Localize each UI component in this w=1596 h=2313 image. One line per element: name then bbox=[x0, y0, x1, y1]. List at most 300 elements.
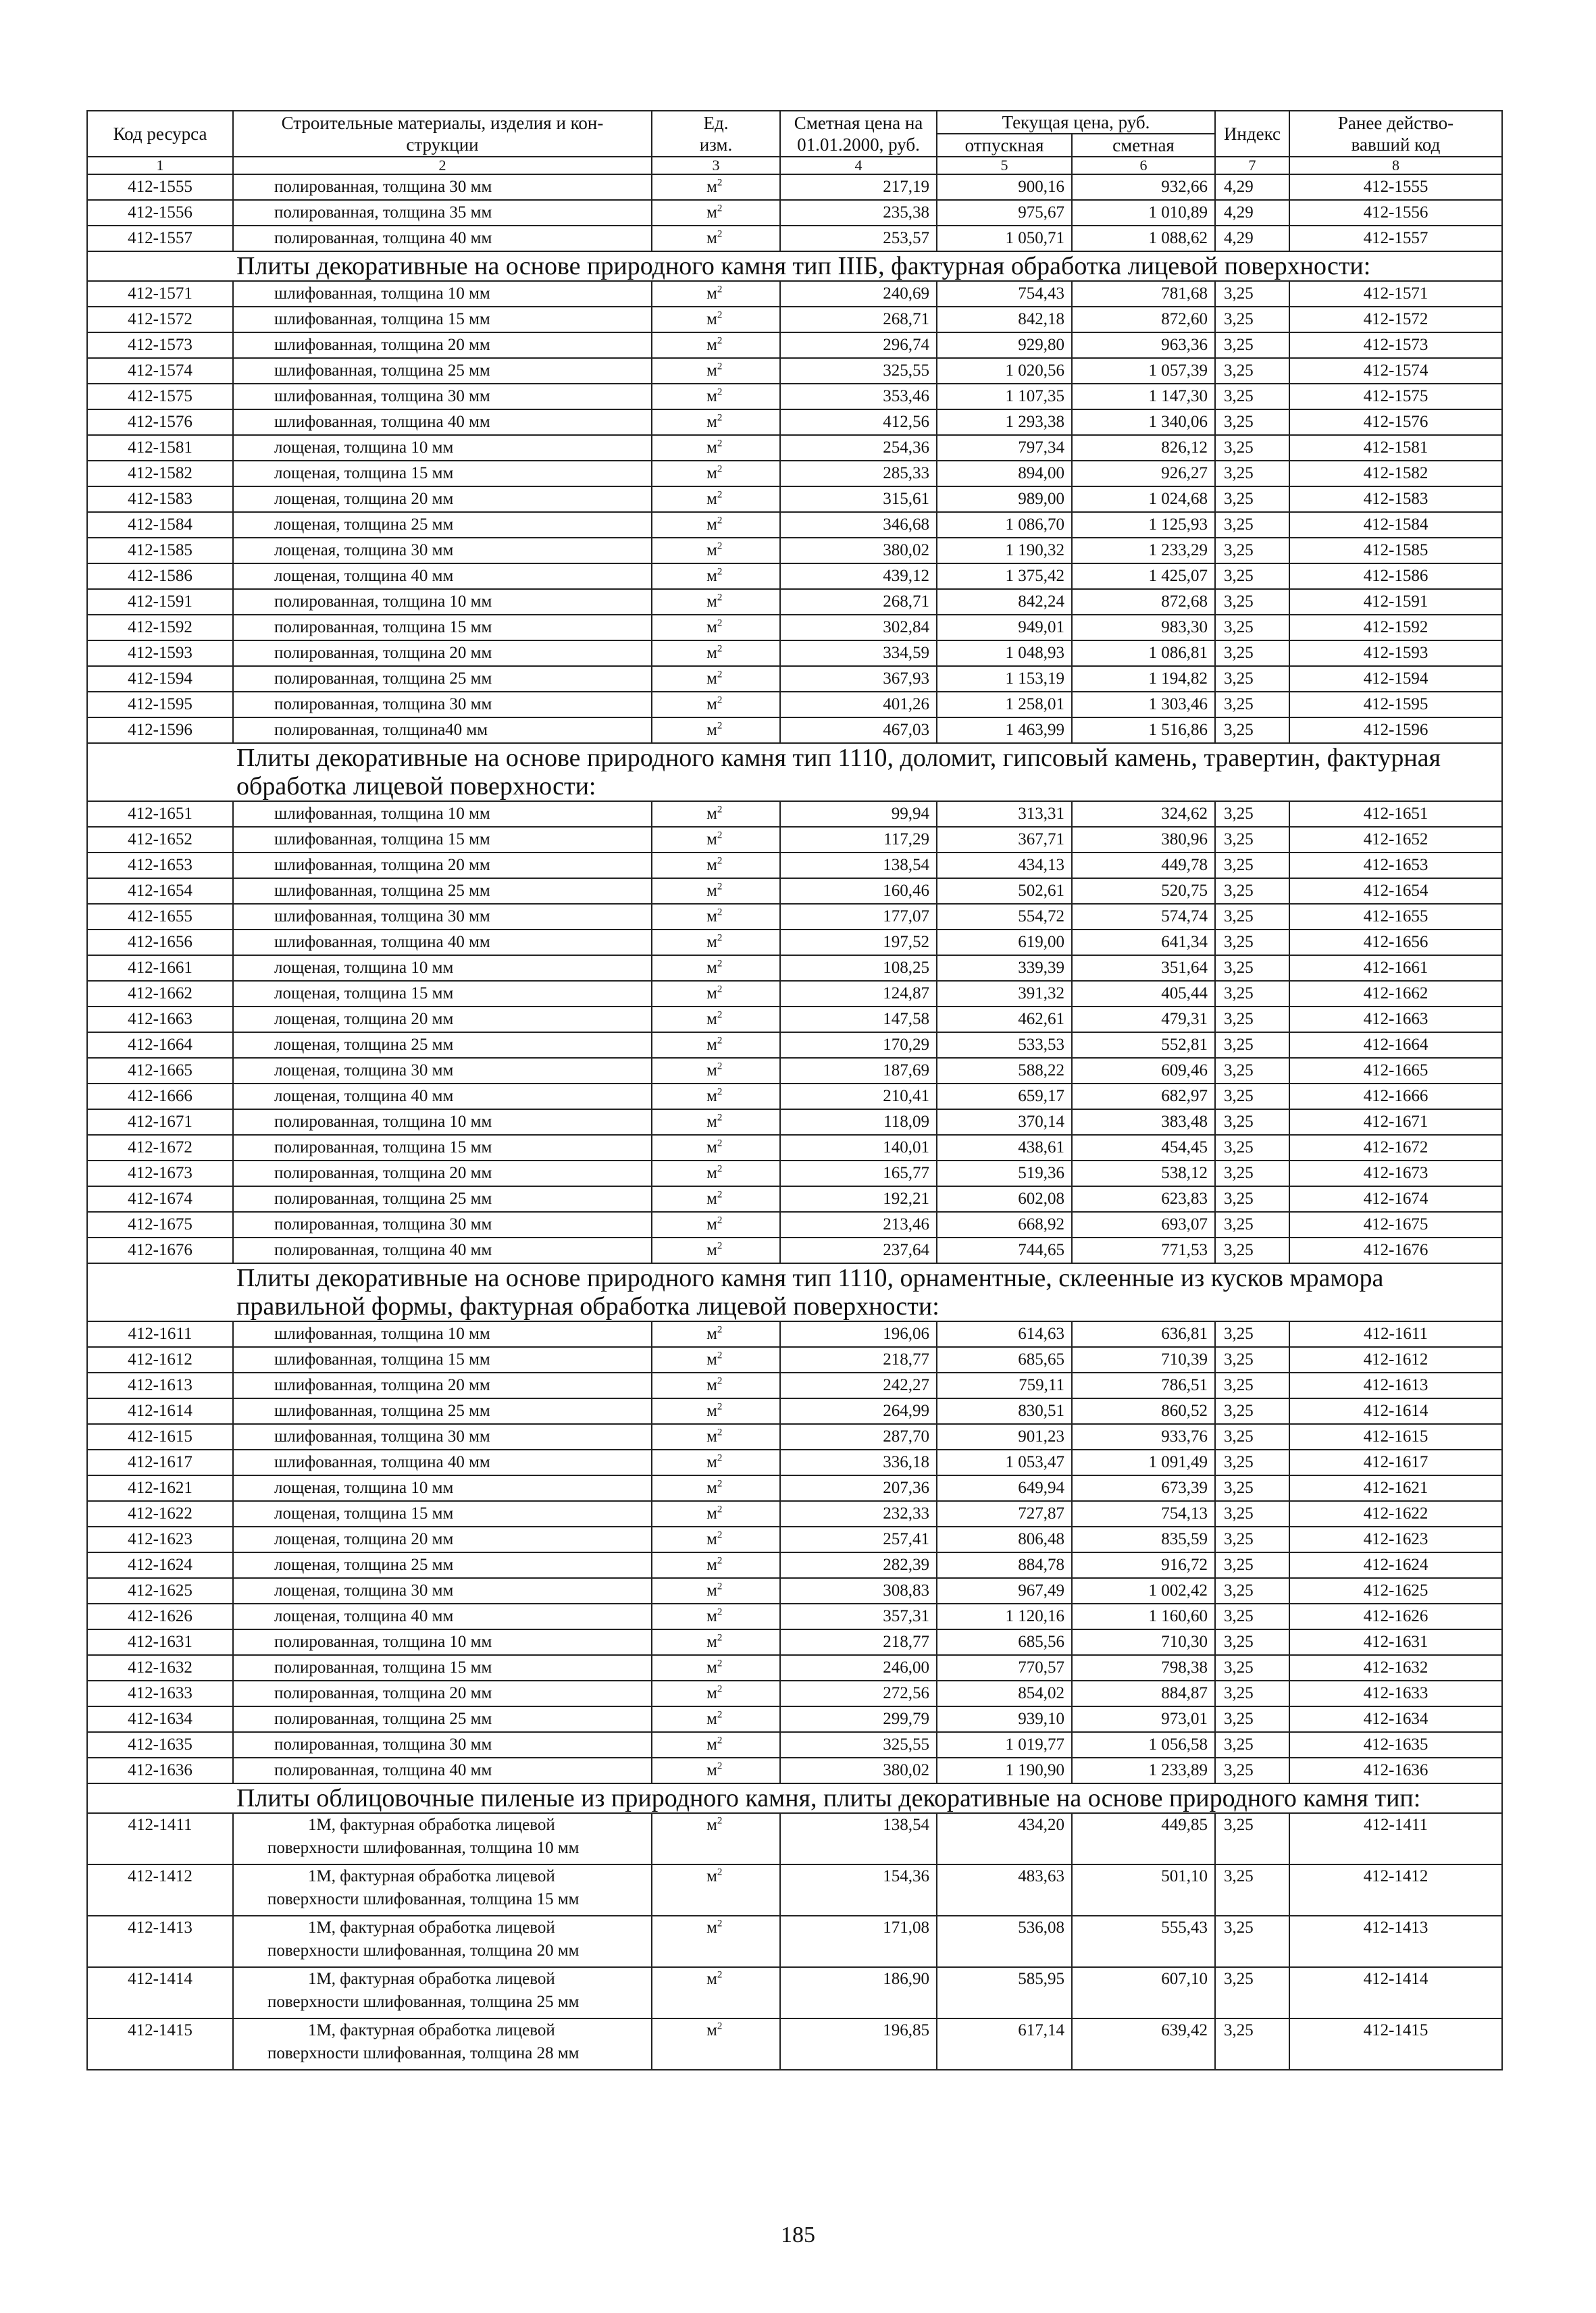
previous-code-cell: 412-1585 bbox=[1289, 538, 1502, 563]
index-cell: 3,25 bbox=[1215, 1475, 1289, 1501]
unit-cell bbox=[652, 200, 780, 226]
previous-code-cell: 412-1665 bbox=[1289, 1058, 1502, 1084]
unit-cell bbox=[652, 435, 780, 461]
previous-code-cell: 412-1415 bbox=[1289, 2018, 1502, 2070]
price-2000-cell: 99,94 bbox=[780, 801, 937, 827]
section-heading-row bbox=[87, 251, 1502, 281]
resource-code-cell: 412-1556 bbox=[87, 200, 233, 226]
material-name-cell: полированная, толщина 25 мм bbox=[233, 1186, 652, 1212]
resource-code-cell: 412-1632 bbox=[87, 1655, 233, 1681]
unit-base: м bbox=[706, 1087, 717, 1105]
release-price-cell: 854,02 bbox=[937, 1681, 1072, 1706]
estimate-price-cell: 682,97 bbox=[1072, 1084, 1215, 1109]
unit-base: м bbox=[706, 618, 717, 636]
unit-cell bbox=[652, 1084, 780, 1109]
unit-base: м bbox=[706, 229, 717, 247]
material-name-cell: шлифованная, толщина 40 мм bbox=[233, 1450, 652, 1475]
index-cell: 3,25 bbox=[1215, 801, 1289, 827]
price-2000-cell: 367,93 bbox=[780, 666, 937, 692]
index-cell: 3,25 bbox=[1215, 1424, 1289, 1450]
unit-cell bbox=[652, 640, 780, 666]
resource-code-cell: 412-1622 bbox=[87, 1501, 233, 1527]
price-2000-cell: 187,69 bbox=[780, 1058, 937, 1084]
table-row bbox=[87, 827, 1502, 853]
unit-superscript: 2 bbox=[717, 694, 723, 706]
table-row bbox=[87, 409, 1502, 435]
release-price-cell: 1 107,35 bbox=[937, 384, 1072, 409]
previous-code-cell: 412-1411 bbox=[1289, 1813, 1502, 1864]
unit-base: м bbox=[706, 1010, 717, 1028]
release-price-cell: 483,63 bbox=[937, 1864, 1072, 1916]
previous-code-cell: 412-1557 bbox=[1289, 226, 1502, 251]
release-price-cell: 894,00 bbox=[937, 461, 1072, 486]
table-row bbox=[87, 1681, 1502, 1706]
section-heading: Плиты декоративные на основе природного камня тип 1110, доломит, гипсовый камень, травертин, фактурная обработка лицевой поверхности: bbox=[87, 743, 1502, 801]
unit-cell bbox=[652, 1475, 780, 1501]
unit-base: м bbox=[706, 721, 717, 739]
resource-code-cell: 412-1591 bbox=[87, 589, 233, 615]
table-row bbox=[87, 1552, 1502, 1578]
price-2000-cell: 336,18 bbox=[780, 1450, 937, 1475]
estimate-price-cell: 781,68 bbox=[1072, 281, 1215, 307]
unit-cell bbox=[652, 827, 780, 853]
unit-superscript: 2 bbox=[717, 1632, 723, 1644]
unit-superscript: 2 bbox=[717, 1918, 723, 1929]
price-2000-cell: 380,02 bbox=[780, 538, 937, 563]
release-price-cell: 830,51 bbox=[937, 1398, 1072, 1424]
price-2000-cell: 287,70 bbox=[780, 1424, 937, 1450]
unit-base: м bbox=[706, 1581, 717, 1600]
material-name-cell: полированная, толщина40 мм bbox=[233, 717, 652, 743]
estimate-price-cell: 607,10 bbox=[1072, 1967, 1215, 2018]
resource-code-cell: 412-1557 bbox=[87, 226, 233, 251]
estimate-price-cell: 1 024,68 bbox=[1072, 486, 1215, 512]
table-row bbox=[87, 615, 1502, 640]
previous-code-cell: 412-1584 bbox=[1289, 512, 1502, 538]
resource-code-cell: 412-1592 bbox=[87, 615, 233, 640]
index-cell: 3,25 bbox=[1215, 1161, 1289, 1186]
table-row bbox=[87, 1916, 1502, 1967]
unit-cell bbox=[652, 226, 780, 251]
material-name-cell: лощеная, толщина 40 мм bbox=[233, 1604, 652, 1629]
unit-superscript: 2 bbox=[717, 438, 723, 449]
table-row bbox=[87, 1864, 1502, 1916]
price-2000-cell: 108,25 bbox=[780, 955, 937, 981]
unit-cell bbox=[652, 409, 780, 435]
resource-code-cell: 412-1653 bbox=[87, 853, 233, 878]
release-price-cell: 617,14 bbox=[937, 2018, 1072, 2070]
price-2000-cell: 235,38 bbox=[780, 200, 937, 226]
estimate-price-cell: 673,39 bbox=[1072, 1475, 1215, 1501]
table-row bbox=[87, 486, 1502, 512]
release-price-cell: 1 050,71 bbox=[937, 226, 1072, 251]
previous-code-cell: 412-1592 bbox=[1289, 615, 1502, 640]
table-row bbox=[87, 1732, 1502, 1758]
unit-superscript: 2 bbox=[717, 1189, 723, 1200]
unit-base: м bbox=[706, 1735, 717, 1754]
unit-cell bbox=[652, 1161, 780, 1186]
table-row bbox=[87, 1424, 1502, 1450]
material-name-cell: лощеная, толщина 15 мм bbox=[233, 981, 652, 1007]
material-name-cell: полированная, толщина 20 мм bbox=[233, 1681, 652, 1706]
unit-base: м bbox=[706, 1633, 717, 1651]
price-2000-cell: 154,36 bbox=[780, 1864, 937, 1916]
unit-superscript: 2 bbox=[717, 1658, 723, 1669]
estimate-price-cell: 973,01 bbox=[1072, 1706, 1215, 1732]
material-name-cell: полированная, толщина 40 мм bbox=[233, 1758, 652, 1783]
table-row bbox=[87, 1758, 1502, 1783]
resource-code-cell: 412-1676 bbox=[87, 1238, 233, 1263]
price-2000-cell: 268,71 bbox=[780, 589, 937, 615]
unit-cell bbox=[652, 692, 780, 717]
material-name-cell: лощеная, толщина 40 мм bbox=[233, 563, 652, 589]
unit-superscript: 2 bbox=[717, 1112, 723, 1123]
release-price-cell: 685,56 bbox=[937, 1629, 1072, 1655]
unit-superscript: 2 bbox=[717, 566, 723, 578]
material-name-cell: лощеная, толщина 20 мм bbox=[233, 1007, 652, 1032]
estimate-price-cell: 1 088,62 bbox=[1072, 226, 1215, 251]
unit-base: м bbox=[706, 178, 717, 196]
material-name-cell: лощеная, толщина 40 мм bbox=[233, 1084, 652, 1109]
estimate-price-cell: 1 425,07 bbox=[1072, 563, 1215, 589]
previous-code-cell: 412-1571 bbox=[1289, 281, 1502, 307]
release-price-cell: 929,80 bbox=[937, 332, 1072, 358]
release-price-cell: 370,14 bbox=[937, 1109, 1072, 1135]
estimate-price-cell: 609,46 bbox=[1072, 1058, 1215, 1084]
unit-superscript: 2 bbox=[717, 720, 723, 732]
resource-code-cell: 412-1581 bbox=[87, 435, 233, 461]
unit-cell bbox=[652, 666, 780, 692]
release-price-cell: 1 293,38 bbox=[937, 409, 1072, 435]
table-row bbox=[87, 1629, 1502, 1655]
table-row bbox=[87, 1007, 1502, 1032]
price-2000-cell: 207,36 bbox=[780, 1475, 937, 1501]
index-cell: 3,25 bbox=[1215, 461, 1289, 486]
column-number: 8 bbox=[1289, 157, 1502, 174]
unit-base: м bbox=[706, 1816, 717, 1834]
price-2000-cell: 217,19 bbox=[780, 174, 937, 200]
table-row bbox=[87, 1475, 1502, 1501]
estimate-price-cell: 932,66 bbox=[1072, 174, 1215, 200]
unit-cell bbox=[652, 955, 780, 981]
header-current-price: Текущая цена, руб. bbox=[937, 111, 1215, 134]
unit-superscript: 2 bbox=[717, 203, 723, 214]
material-name-cell: лощеная, толщина 20 мм bbox=[233, 1527, 652, 1552]
index-cell: 3,25 bbox=[1215, 1186, 1289, 1212]
estimate-price-cell: 501,10 bbox=[1072, 1864, 1215, 1916]
unit-base: м bbox=[706, 2021, 717, 2039]
estimate-price-cell: 380,96 bbox=[1072, 827, 1215, 853]
material-name-cell: полированная, толщина 15 мм bbox=[233, 1655, 652, 1681]
material-name-cell: лощеная, толщина 10 мм bbox=[233, 435, 652, 461]
estimate-price-cell: 623,83 bbox=[1072, 1186, 1215, 1212]
unit-cell bbox=[652, 307, 780, 332]
estimate-price-cell: 926,27 bbox=[1072, 461, 1215, 486]
material-name-cell: полированная, толщина 30 мм bbox=[233, 174, 652, 200]
unit-cell bbox=[652, 1398, 780, 1424]
unit-superscript: 2 bbox=[717, 335, 723, 347]
page-number: 185 bbox=[781, 2222, 815, 2247]
material-name-line2: поверхности шлифованная, толщина 28 мм bbox=[267, 2044, 580, 2062]
unit-superscript: 2 bbox=[717, 932, 723, 944]
resource-code-cell: 412-1612 bbox=[87, 1347, 233, 1373]
unit-cell bbox=[652, 384, 780, 409]
index-cell: 3,25 bbox=[1215, 1527, 1289, 1552]
estimate-price-cell: 786,51 bbox=[1072, 1373, 1215, 1398]
price-2000-cell: 264,99 bbox=[780, 1398, 937, 1424]
unit-base: м bbox=[706, 515, 717, 534]
index-cell: 3,25 bbox=[1215, 358, 1289, 384]
estimate-price-cell: 538,12 bbox=[1072, 1161, 1215, 1186]
unit-base: м bbox=[706, 413, 717, 431]
index-cell: 3,25 bbox=[1215, 1813, 1289, 1864]
previous-code-cell: 412-1675 bbox=[1289, 1212, 1502, 1238]
material-name-cell: полированная, толщина 25 мм bbox=[233, 666, 652, 692]
resource-code-cell: 412-1675 bbox=[87, 1212, 233, 1238]
previous-code-cell: 412-1673 bbox=[1289, 1161, 1502, 1186]
header-previous-code-line1: Ранее действо- bbox=[1337, 113, 1454, 133]
unit-superscript: 2 bbox=[717, 1009, 723, 1021]
table-row bbox=[87, 226, 1502, 251]
unit-cell bbox=[652, 174, 780, 200]
material-name-cell bbox=[233, 2018, 652, 2070]
index-cell: 3,25 bbox=[1215, 435, 1289, 461]
release-price-cell: 1 375,42 bbox=[937, 563, 1072, 589]
price-2000-cell: 117,29 bbox=[780, 827, 937, 853]
unit-superscript: 2 bbox=[717, 463, 723, 475]
estimate-price-cell: 1 002,42 bbox=[1072, 1578, 1215, 1604]
release-price-cell: 967,49 bbox=[937, 1578, 1072, 1604]
price-2000-cell: 380,02 bbox=[780, 1758, 937, 1783]
previous-code-cell: 412-1555 bbox=[1289, 174, 1502, 200]
unit-base: м bbox=[706, 805, 717, 823]
material-name-cell: шлифованная, толщина 25 мм bbox=[233, 1398, 652, 1424]
table-row bbox=[87, 1135, 1502, 1161]
index-cell: 3,25 bbox=[1215, 717, 1289, 743]
previous-code-cell: 412-1666 bbox=[1289, 1084, 1502, 1109]
release-price-cell: 727,87 bbox=[937, 1501, 1072, 1527]
resource-code-cell: 412-1593 bbox=[87, 640, 233, 666]
material-name-cell: полированная, толщина 10 мм bbox=[233, 1109, 652, 1135]
header-previous-code bbox=[1289, 111, 1502, 157]
material-name-line1: 1М, фактурная обработка лицевой bbox=[308, 2021, 555, 2039]
resource-code-cell: 412-1634 bbox=[87, 1706, 233, 1732]
previous-code-cell: 412-1662 bbox=[1289, 981, 1502, 1007]
resource-code-cell: 412-1555 bbox=[87, 174, 233, 200]
material-name-cell: шлифованная, толщина 15 мм bbox=[233, 1347, 652, 1373]
previous-code-cell: 412-1661 bbox=[1289, 955, 1502, 981]
material-name-line1: 1М, фактурная обработка лицевой bbox=[308, 1918, 555, 1937]
previous-code-cell: 412-1621 bbox=[1289, 1475, 1502, 1501]
release-price-cell: 619,00 bbox=[937, 930, 1072, 955]
column-number: 6 bbox=[1072, 157, 1215, 174]
resource-code-cell: 412-1582 bbox=[87, 461, 233, 486]
release-price-cell: 313,31 bbox=[937, 801, 1072, 827]
previous-code-cell: 412-1653 bbox=[1289, 853, 1502, 878]
resource-code-cell: 412-1611 bbox=[87, 1321, 233, 1347]
table-row bbox=[87, 1527, 1502, 1552]
index-cell: 3,25 bbox=[1215, 1916, 1289, 1967]
header-release-price: отпускная bbox=[937, 134, 1072, 157]
previous-code-cell: 412-1611 bbox=[1289, 1321, 1502, 1347]
unit-cell bbox=[652, 281, 780, 307]
estimate-price-cell: 1 010,89 bbox=[1072, 200, 1215, 226]
unit-base: м bbox=[706, 1036, 717, 1054]
previous-code-cell: 412-1556 bbox=[1289, 200, 1502, 226]
previous-code-cell: 412-1575 bbox=[1289, 384, 1502, 409]
release-price-cell: 1 258,01 bbox=[937, 692, 1072, 717]
previous-code-cell: 412-1413 bbox=[1289, 1916, 1502, 1967]
price-2000-cell: 196,85 bbox=[780, 2018, 937, 2070]
estimate-price-cell: 798,38 bbox=[1072, 1655, 1215, 1681]
unit-cell bbox=[652, 512, 780, 538]
table-row bbox=[87, 563, 1502, 589]
table-body bbox=[87, 174, 1502, 2070]
section-heading: Плиты декоративные на основе природного камня тип IIIБ, фактурная обработка лицевой поверхности: bbox=[87, 251, 1502, 281]
resource-code-cell: 412-1674 bbox=[87, 1186, 233, 1212]
index-cell: 3,25 bbox=[1215, 1732, 1289, 1758]
unit-superscript: 2 bbox=[717, 1504, 723, 1515]
estimate-price-cell: 1 147,30 bbox=[1072, 384, 1215, 409]
resource-code-cell: 412-1651 bbox=[87, 801, 233, 827]
price-2000-cell: 334,59 bbox=[780, 640, 937, 666]
unit-base: м bbox=[706, 1658, 717, 1677]
unit-superscript: 2 bbox=[717, 1735, 723, 1746]
previous-code-cell: 412-1674 bbox=[1289, 1186, 1502, 1212]
material-name-cell bbox=[233, 1916, 652, 1967]
unit-base: м bbox=[706, 592, 717, 611]
estimate-price-cell: 1 086,81 bbox=[1072, 640, 1215, 666]
price-2000-cell: 171,08 bbox=[780, 1916, 937, 1967]
release-price-cell: 806,48 bbox=[937, 1527, 1072, 1552]
header-code: Код ресурса bbox=[87, 111, 233, 157]
unit-base: м bbox=[706, 203, 717, 222]
unit-superscript: 2 bbox=[717, 958, 723, 969]
previous-code-cell: 412-1664 bbox=[1289, 1032, 1502, 1058]
table-row bbox=[87, 1186, 1502, 1212]
unit-superscript: 2 bbox=[717, 830, 723, 841]
release-price-cell: 975,67 bbox=[937, 200, 1072, 226]
unit-base: м bbox=[706, 907, 717, 925]
release-price-cell: 685,65 bbox=[937, 1347, 1072, 1373]
unit-superscript: 2 bbox=[717, 412, 723, 424]
unit-base: м bbox=[706, 387, 717, 405]
unit-base: м bbox=[706, 830, 717, 848]
unit-base: м bbox=[706, 1453, 717, 1471]
previous-code-cell: 412-1613 bbox=[1289, 1373, 1502, 1398]
previous-code-cell: 412-1594 bbox=[1289, 666, 1502, 692]
unit-cell bbox=[652, 461, 780, 486]
estimate-price-cell: 351,64 bbox=[1072, 955, 1215, 981]
section-heading: Плиты облицовочные пиленые из природного камня, плиты декоративные на основе природного камня тип: bbox=[87, 1783, 1502, 1813]
table-row bbox=[87, 589, 1502, 615]
unit-base: м bbox=[706, 1376, 717, 1394]
material-name-cell: полированная, толщина 15 мм bbox=[233, 1135, 652, 1161]
resource-code-cell: 412-1635 bbox=[87, 1732, 233, 1758]
price-2000-cell: 357,31 bbox=[780, 1604, 937, 1629]
unit-cell bbox=[652, 1732, 780, 1758]
release-price-cell: 391,32 bbox=[937, 981, 1072, 1007]
material-name-cell bbox=[233, 1813, 652, 1864]
index-cell: 3,25 bbox=[1215, 666, 1289, 692]
unit-superscript: 2 bbox=[717, 1529, 723, 1541]
unit-cell bbox=[652, 1629, 780, 1655]
estimate-price-cell: 835,59 bbox=[1072, 1527, 1215, 1552]
header-price-2000 bbox=[780, 111, 937, 157]
unit-superscript: 2 bbox=[717, 2020, 723, 2032]
unit-base: м bbox=[706, 1607, 717, 1625]
resource-code-cell: 412-1665 bbox=[87, 1058, 233, 1084]
unit-cell bbox=[652, 1706, 780, 1732]
previous-code-cell: 412-1636 bbox=[1289, 1758, 1502, 1783]
price-2000-cell: 240,69 bbox=[780, 281, 937, 307]
estimate-price-cell: 324,62 bbox=[1072, 801, 1215, 827]
price-2000-cell: 257,41 bbox=[780, 1527, 937, 1552]
previous-code-cell: 412-1581 bbox=[1289, 435, 1502, 461]
index-cell: 3,25 bbox=[1215, 1321, 1289, 1347]
release-price-cell: 434,13 bbox=[937, 853, 1072, 878]
table-row bbox=[87, 174, 1502, 200]
release-price-cell: 502,61 bbox=[937, 878, 1072, 904]
estimate-price-cell: 983,30 bbox=[1072, 615, 1215, 640]
table-row bbox=[87, 1032, 1502, 1058]
table-header bbox=[87, 111, 1502, 174]
resource-code-cell: 412-1625 bbox=[87, 1578, 233, 1604]
unit-superscript: 2 bbox=[717, 617, 723, 629]
unit-cell bbox=[652, 1501, 780, 1527]
price-2000-cell: 124,87 bbox=[780, 981, 937, 1007]
release-price-cell: 434,20 bbox=[937, 1813, 1072, 1864]
release-price-cell: 536,08 bbox=[937, 1916, 1072, 1967]
unit-base: м bbox=[706, 1350, 717, 1369]
index-cell: 3,25 bbox=[1215, 1578, 1289, 1604]
material-name-cell: полированная, толщина 40 мм bbox=[233, 1238, 652, 1263]
table-row bbox=[87, 1450, 1502, 1475]
resource-code-cell: 412-1575 bbox=[87, 384, 233, 409]
price-2000-cell: 147,58 bbox=[780, 1007, 937, 1032]
resource-code-cell: 412-1626 bbox=[87, 1604, 233, 1629]
unit-base: м bbox=[706, 464, 717, 482]
release-price-cell: 1 190,90 bbox=[937, 1758, 1072, 1783]
index-cell: 3,25 bbox=[1215, 2018, 1289, 2070]
estimate-price-cell: 552,81 bbox=[1072, 1032, 1215, 1058]
price-2000-cell: 439,12 bbox=[780, 563, 937, 589]
unit-superscript: 2 bbox=[717, 1375, 723, 1387]
resource-code-cell: 412-1413 bbox=[87, 1916, 233, 1967]
release-price-cell: 588,22 bbox=[937, 1058, 1072, 1084]
release-price-cell: 438,61 bbox=[937, 1135, 1072, 1161]
estimate-price-cell: 449,85 bbox=[1072, 1813, 1215, 1864]
index-cell: 4,29 bbox=[1215, 200, 1289, 226]
material-name-line2: поверхности шлифованная, толщина 15 мм bbox=[267, 1890, 580, 1908]
unit-cell bbox=[652, 332, 780, 358]
table-row bbox=[87, 2018, 1502, 2070]
unit-base: м bbox=[706, 856, 717, 874]
unit-cell bbox=[652, 615, 780, 640]
unit-base: м bbox=[706, 1710, 717, 1728]
table-row bbox=[87, 1161, 1502, 1186]
previous-code-cell: 412-1676 bbox=[1289, 1238, 1502, 1263]
estimate-price-cell: 636,81 bbox=[1072, 1321, 1215, 1347]
header-unit-line2: изм. bbox=[699, 134, 733, 155]
unit-base: м bbox=[706, 1402, 717, 1420]
index-cell: 3,25 bbox=[1215, 1109, 1289, 1135]
material-name-cell: шлифованная, толщина 15 мм bbox=[233, 307, 652, 332]
previous-code-cell: 412-1671 bbox=[1289, 1109, 1502, 1135]
unit-superscript: 2 bbox=[717, 1240, 723, 1252]
estimate-price-cell: 639,42 bbox=[1072, 2018, 1215, 2070]
resource-code-cell: 412-1613 bbox=[87, 1373, 233, 1398]
